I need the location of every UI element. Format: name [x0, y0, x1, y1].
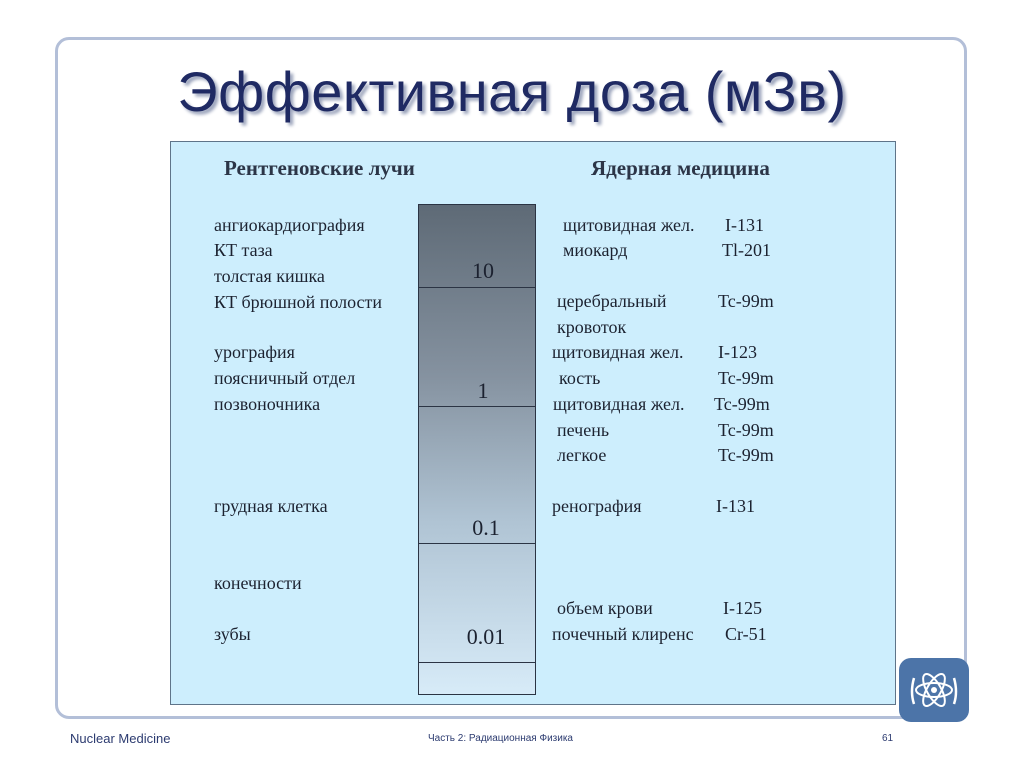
- xray-item: конечности: [214, 573, 302, 593]
- footer-page-number: 61: [882, 733, 894, 744]
- nuclear-isotope: I-131: [716, 496, 755, 516]
- nuclear-name: церебральный: [557, 291, 667, 311]
- header-xray: Рентгеновские лучи: [224, 156, 415, 180]
- xray-item: урография: [214, 342, 295, 362]
- nuclear-name: кость: [559, 368, 601, 388]
- xray-item: поясничный отдел: [214, 368, 356, 388]
- nuclear-isotope: Tc-99m: [718, 445, 774, 465]
- nuclear-name: легкое: [557, 445, 607, 465]
- nuclear-name: объем крови: [557, 598, 653, 618]
- nuclear-isotope: Tl-201: [722, 240, 771, 260]
- nuclear-isotope: I-125: [723, 598, 762, 618]
- nuclear-name: щитовидная жел.: [553, 394, 685, 414]
- scale-value: 0.1: [472, 515, 500, 540]
- iaea-atom-icon: [906, 664, 962, 716]
- slide-title: Эффективная доза (мЗв): [177, 60, 847, 123]
- header-nuclear: Ядерная медицина: [591, 156, 770, 180]
- scale-divider: [418, 662, 536, 663]
- nuclear-isotope: I-123: [718, 342, 757, 362]
- scale-divider: [418, 287, 536, 288]
- nuclear-isotope: Tc-99m: [718, 291, 774, 311]
- scale-value: 10: [472, 258, 494, 283]
- xray-item: грудная клетка: [214, 496, 328, 516]
- xray-item: толстая кишка: [214, 266, 325, 286]
- xray-item: ангиокардиография: [214, 215, 365, 235]
- scale-value: 0.01: [466, 624, 506, 649]
- nuclear-name: ренография: [552, 496, 642, 516]
- scale-divider: [418, 543, 536, 544]
- nuclear-isotope: Tc-99m: [718, 420, 774, 440]
- nuclear-isotope: Tc-99m: [714, 394, 770, 414]
- footer-section: Часть 2: Радиационная Физика: [428, 733, 573, 744]
- nuclear-name: печень: [557, 420, 610, 440]
- footer-course: Nuclear Medicine: [70, 731, 171, 746]
- nuclear-name: почечный клиренс: [552, 624, 694, 644]
- nuclear-name: кровоток: [557, 317, 627, 337]
- scale-divider: [418, 406, 536, 407]
- scale-value: 1: [477, 378, 489, 403]
- nuclear-isotope: Tc-99m: [718, 368, 774, 388]
- nuclear-name: миокард: [563, 240, 628, 260]
- xray-item: зубы: [214, 624, 251, 644]
- nuclear-isotope: Cr-51: [725, 624, 767, 644]
- xray-item: позвоночника: [214, 394, 321, 414]
- nuclear-name: щитовидная жел.: [552, 342, 684, 362]
- xray-item: КТ таза: [214, 240, 273, 260]
- xray-item: КТ брюшной полости: [214, 292, 383, 312]
- nuclear-isotope: I-131: [725, 215, 764, 235]
- iaea-logo: [899, 658, 969, 722]
- nuclear-name: щитовидная жел.: [563, 215, 695, 235]
